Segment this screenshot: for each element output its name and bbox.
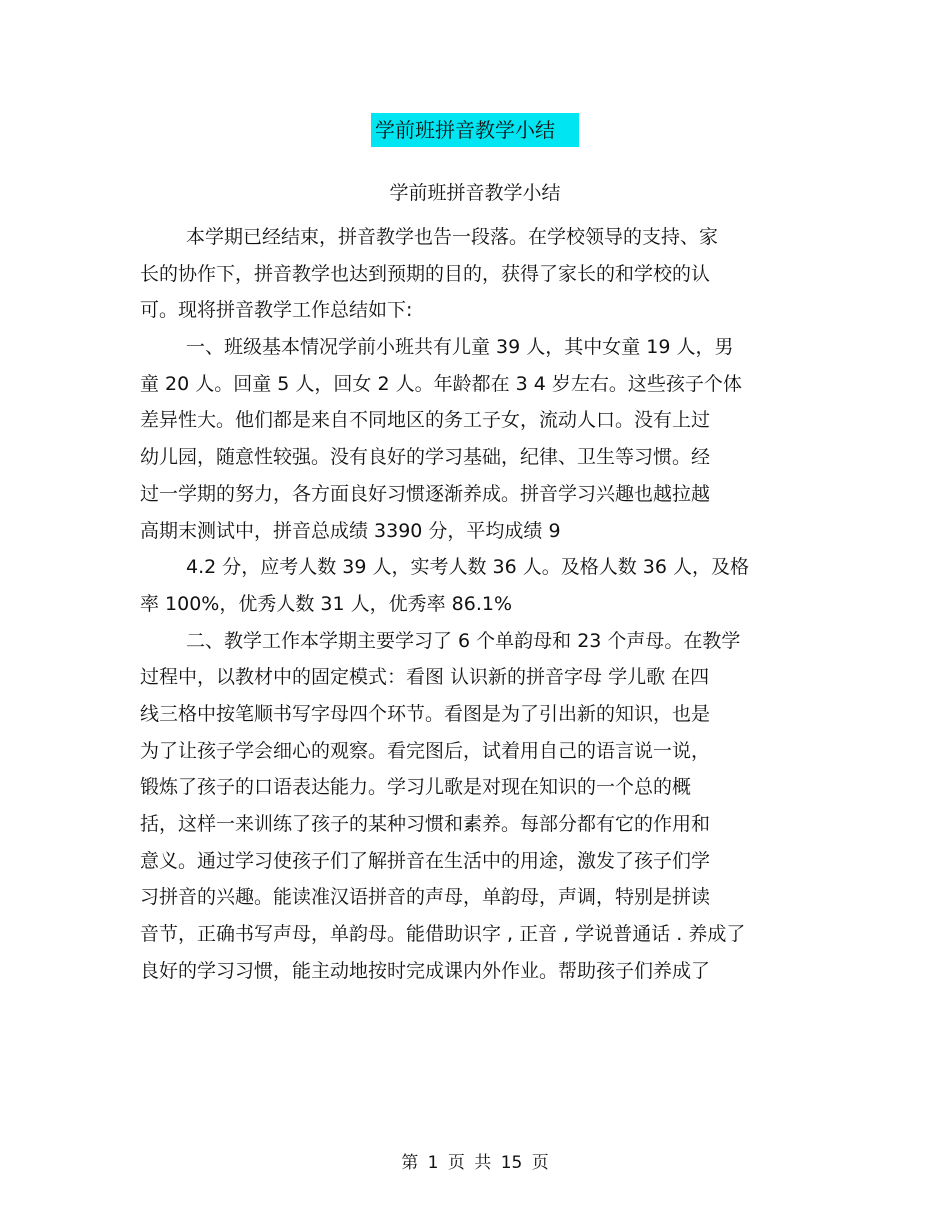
document-title: 学前班拼音教学小结 bbox=[371, 113, 579, 147]
paragraph-line: 童 20 人。回童 5 人，回女 2 人。年龄都在 3 4 岁左右。这些孩子个体 bbox=[140, 372, 742, 395]
body-text bbox=[140, 219, 820, 989]
paragraph-line: 音节，正确书写声母，单韵母。能借助识字 , 正音 , 学说普通话 . 养成了 bbox=[140, 923, 746, 946]
paragraph-line: 率 100%，优秀人数 31 人，优秀率 86.1% bbox=[140, 592, 513, 615]
paragraph-line: 幼儿园，随意性较强。没有良好的学习基础，纪律、卫生等习惯。经 bbox=[140, 446, 711, 469]
paragraph-line: 良好的学习习惯，能主动地按时完成课内外作业。帮助孩子们养成了 bbox=[140, 959, 711, 982]
paragraph-line: 二、教学工作本学期主要学习了 6 个单韵母和 23 个声母。在教学 bbox=[186, 629, 741, 652]
paragraph-line: 一、班级基本情况学前小班共有儿童 39 人，其中女童 19 人，男 bbox=[186, 336, 734, 359]
paragraph-line: 高期末测试中，拼音总成绩 3390 分，平均成绩 9 bbox=[140, 519, 561, 542]
paragraph-line: 线三格中按笔顺书写字母四个环节。看图是为了引出新的知识，也是 bbox=[140, 702, 711, 725]
paragraph-line: 可。现将拼音教学工作总结如下: bbox=[140, 299, 413, 322]
paragraph-line: 锻炼了孩子的口语表达能力。学习儿歌是对现在知识的一个总的概 bbox=[140, 776, 692, 799]
paragraph-line: 意义。通过学习使孩子们了解拼音在生活中的用途，激发了孩子们学 bbox=[140, 849, 711, 872]
page-number-footer: 第 1 页 共 15 页 bbox=[401, 1153, 549, 1173]
paragraph-line: 4.2 分，应考人数 39 人，实考人数 36 人。及格人数 36 人，及格 bbox=[186, 556, 750, 579]
title-wrapper bbox=[0, 113, 950, 147]
paragraph-line: 长的协作下，拼音教学也达到预期的目的，获得了家长的和学校的认 bbox=[140, 262, 711, 285]
paragraph-line: 差异性大。他们都是来自不同地区的务工子女，流动人口。没有上过 bbox=[140, 409, 711, 432]
paragraph-line: 为了让孩子学会细心的观察。看完图后，试着用自己的语言说一说， bbox=[140, 739, 711, 762]
document-subtitle: 学前班拼音教学小结 bbox=[389, 182, 561, 204]
paragraph-line: 习拼音的兴趣。能读准汉语拼音的声母，单韵母，声调，特别是拼读 bbox=[140, 886, 711, 909]
paragraph-line: 括，这样一来训练了孩子的某种习惯和素养。每部分都有它的作用和 bbox=[140, 813, 711, 835]
paragraph-line: 过程中，以教材中的固定模式：看图 认识新的拼音字母 学儿歌 在四 bbox=[140, 666, 710, 689]
paragraph-line: 过一学期的努力，各方面良好习惯逐渐养成。拼音学习兴趣也越拉越 bbox=[140, 482, 711, 505]
paragraph-line: 本学期已经结束，拼音教学也告一段落。在学校领导的支持、家 bbox=[186, 226, 719, 248]
